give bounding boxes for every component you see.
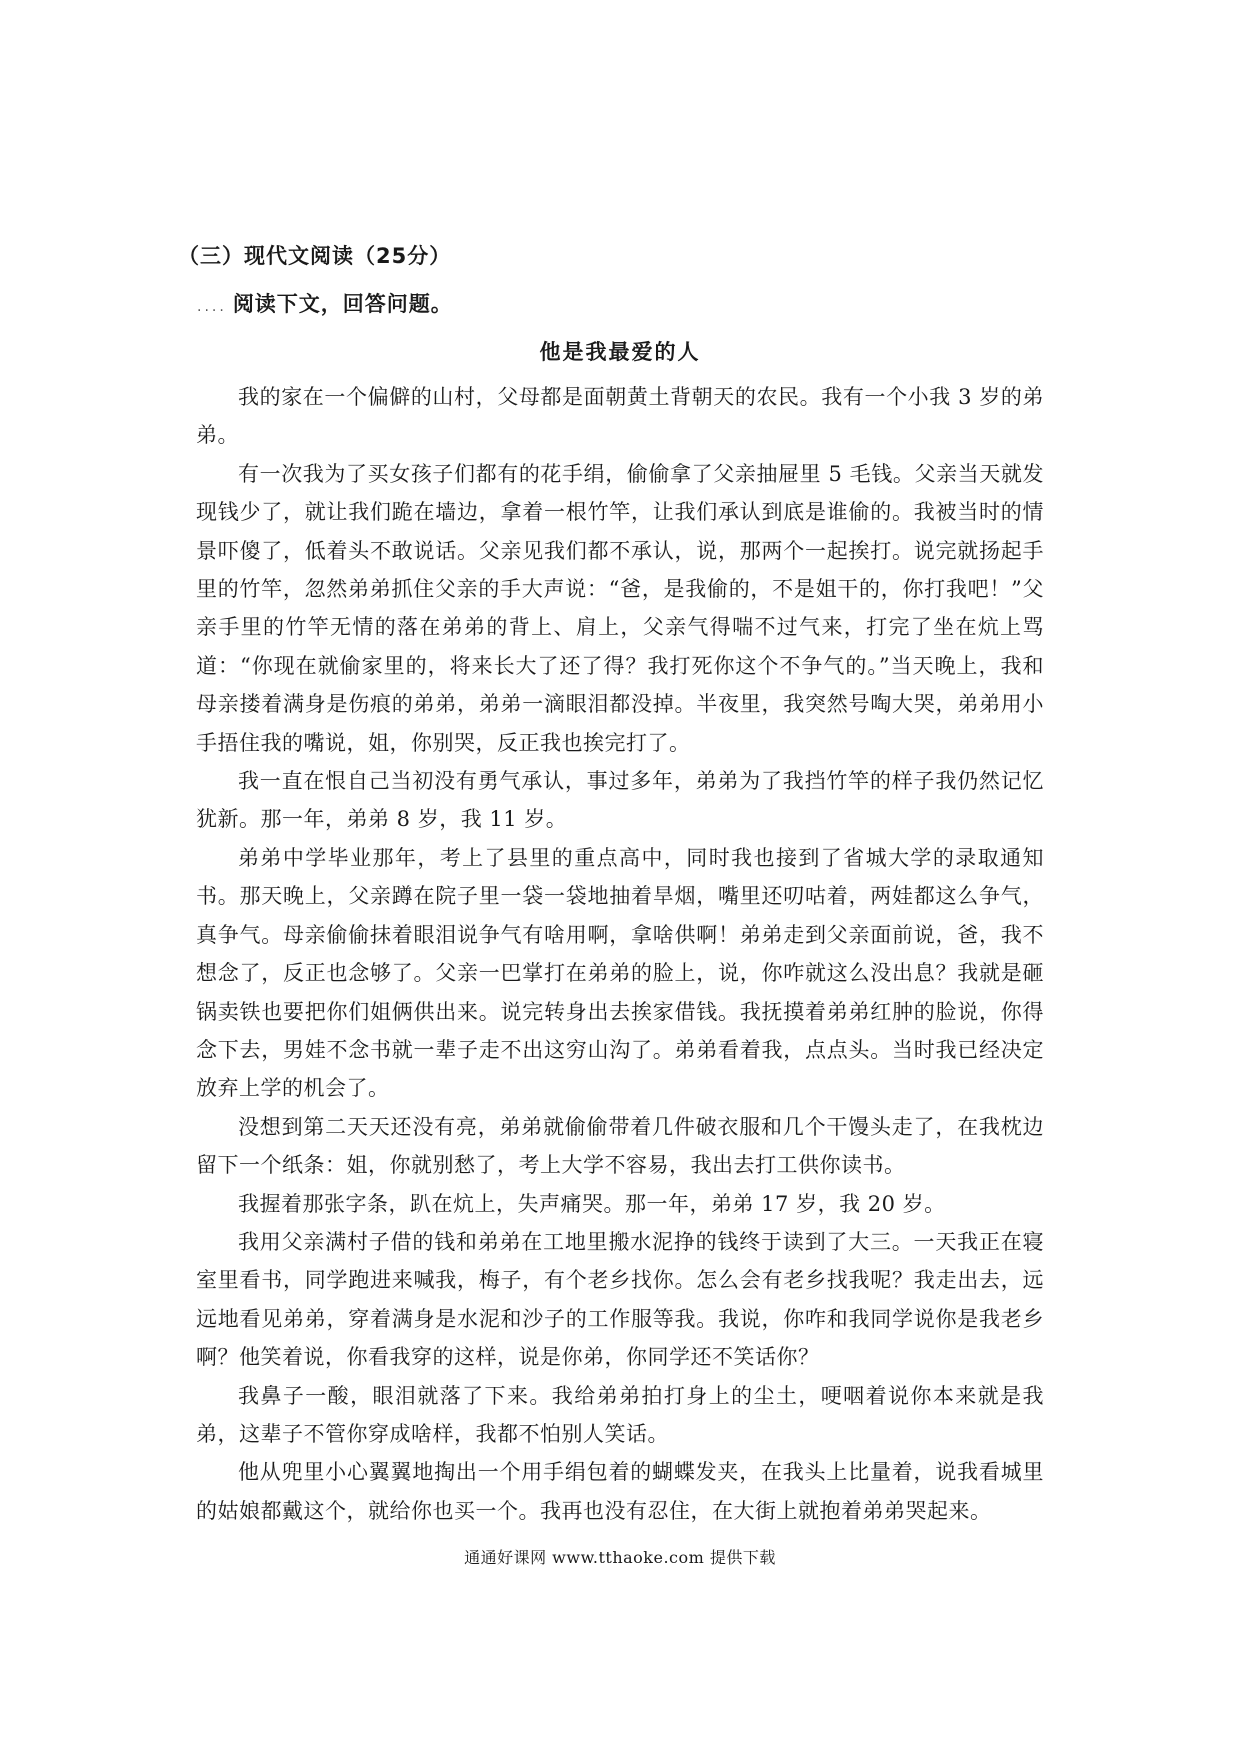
reading-instruction [197,288,453,318]
paragraph: 我一直在恨自己当初没有勇气承认，事过多年，弟弟为了我挡竹竿的样子我仍然记忆犹新。那一年，弟弟 8 岁，我 11 岁。 [196,769,1044,832]
paragraph: 他从兜里小心翼翼地掏出一个用手绢包着的蝴蝶发夹，在我头上比量着，说我看城里的姑娘都戴这个，就给你也买一个。我再也没有忍住，在大街上就抱着弟弟哭起来。 [196,1460,1044,1523]
paragraph: 没想到第二天天还没有亮，弟弟就偷偷带着几件破衣服和几个干馒头走了，在我枕边留下一个纸条：姐，你就别愁了，考上大学不容易，我出去打工供你读书。 [196,1114,1044,1178]
section-heading: （三）现代文阅读（25分） [178,244,452,268]
paragraph: 有一次我为了买女孩子们都有的花手绢，偷偷拿了父亲抽屉里 5 毛钱。父亲当天就发现钱少了，就让我们跪在墙边，拿着一根竹竿，让我们承认到底是谁偷的。我被当时的情景吓傻了，低着头不敢说话。父亲见我们都不承认，说，那两个一起挨打。说完就扬起手里的竹竿，忽然弟弟抓住父亲的手大声说：“爸，是我偷的，不是姐干的，你打我吧！”父亲手里的竹竿无情的落在弟弟的背上、肩上，父亲气得喘不过气来，打完了坐在炕上骂道：“你现在就偷家里的，将来长大了还了得？我打死你这个不争气的。”当天晚上，我和母亲搂着满身是伤痕的弟弟，弟弟一滴眼泪都没掉。半夜里，我突然号啕大哭，弟弟用小手捂住我的嘴说，姐，你别哭，反正我也挨完打了。 [196,461,1044,755]
paragraph: 我鼻子一酸，眼泪就落了下来。我给弟弟拍打身上的尘土，哽咽着说你本来就是我弟，这辈子不管你穿成啥样，我都不怕别人笑话。 [196,1383,1044,1446]
paragraph: 我用父亲满村子借的钱和弟弟在工地里搬水泥挣的钱终于读到了大三。一天我正在寝室里看书，同学跑进来喊我，梅子，有个老乡找你。怎么会有老乡找我呢？我走出去，远远地看见弟弟，穿着满身是水泥和沙子的工作服等我。我说，你咋和我同学说你是我老乡啊？他笑着说，你看我穿的这样，说是你弟，你同学还不笑话你？ [196,1229,1044,1370]
instruction-dots: .... [197,299,227,315]
story-title: 他是我最爱的人 [539,340,701,364]
paragraph: 我的家在一个偏僻的山村，父母都是面朝黄土背朝天的农民。我有一个小我 3 岁的弟弟。 [196,385,1044,448]
page-footer: 通通好课网 www.tthaoke.com 提供下载 [464,1548,776,1567]
paragraph: 弟弟中学毕业那年，考上了县里的重点高中，同时我也接到了省城大学的录取通知书。那天晚上，父亲蹲在院子里一袋一袋地抽着旱烟，嘴里还叨咕着，两娃都这么争气，真争气。母亲偷偷抹着眼泪说争气有啥用啊，拿啥供啊！弟弟走到父亲面前说，爸，我不想念了，反正也念够了。父亲一巴掌打在弟弟的脸上，说，你咋就这么没出息？我就是砸锅卖铁也要把你们姐俩供出来。说完转身出去挨家借钱。我抚摸着弟弟红肿的脸说，你得念下去，男娃不念书就一辈子走不出这穷山沟了。弟弟看着我，点点头。当时我已经决定放弃上学的机会了。 [196,845,1044,1101]
paragraph: 我握着那张字条，趴在炕上，失声痛哭。那一年，弟弟 17 岁，我 20 岁。 [238,1191,946,1216]
story-body [196,378,1044,1530]
instruction-text: 阅读下文，回答问题。 [232,292,453,316]
